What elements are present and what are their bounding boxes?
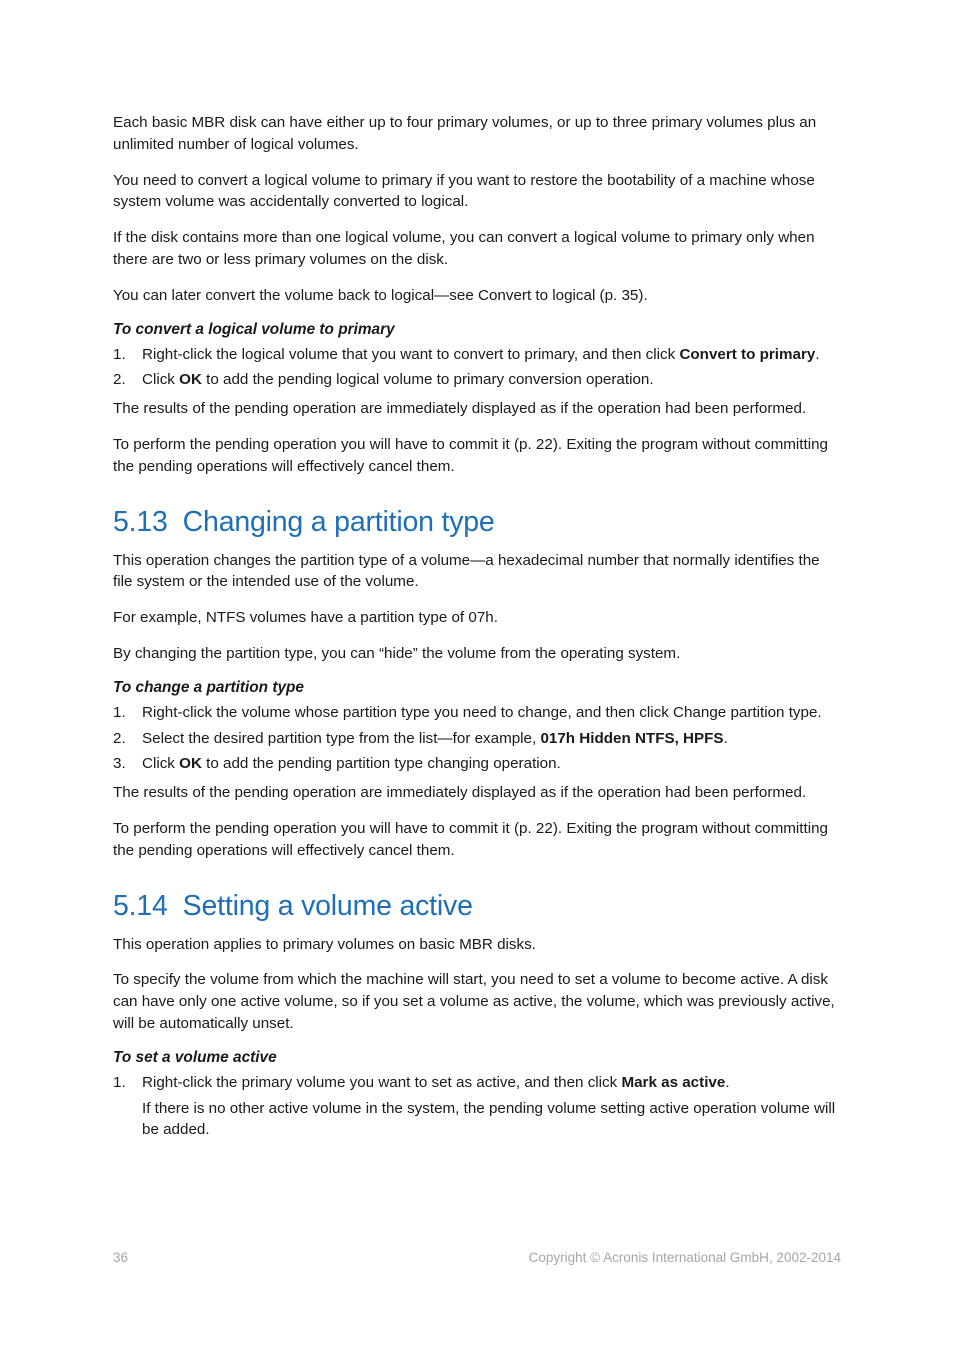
convert-steps-list xyxy=(113,344,843,392)
section-heading-5-14 xyxy=(113,888,843,924)
step-text-end: . xyxy=(725,1073,730,1091)
step-text: Right-click the logical volume that you want to convert to primary, and then click xyxy=(142,345,680,363)
section-paragraph-3: By changing the partition type, you can “hide” the volume from the operating system. xyxy=(113,644,681,662)
list-item xyxy=(113,702,843,724)
step-text-end: to add the pending partition type changing operation. xyxy=(201,755,561,773)
intro-paragraph-2: You need to convert a logical volume to primary if you want to restore the bootability of a machine whose system volume was accidentally converted to logical. xyxy=(113,171,815,211)
step-bold-text: OK xyxy=(179,755,202,773)
section-paragraph-1: This operation applies to primary volumes on basic MBR disks. xyxy=(113,935,536,953)
step-text-end: . xyxy=(815,345,820,363)
step-number: 2. xyxy=(113,371,126,389)
copyright-notice: Copyright © Acronis International GmbH, 2002-2014 xyxy=(528,1250,841,1265)
section-number: 5.14 xyxy=(113,889,168,922)
list-item xyxy=(113,1072,843,1141)
list-item xyxy=(113,369,843,391)
procedure-title-convert: To convert a logical volume to primary xyxy=(113,320,395,338)
step-text-end: . xyxy=(723,729,728,747)
document-page xyxy=(113,112,843,1148)
step-note: If there is no other active volume in the system, the pending volume setting active operation volume will be added. xyxy=(142,1099,836,1139)
step-number: 1. xyxy=(113,1073,126,1091)
section-number: 5.13 xyxy=(113,505,168,538)
step-number: 3. xyxy=(113,755,126,773)
step-number: 2. xyxy=(113,729,126,747)
step-bold-text: OK xyxy=(179,371,202,389)
intro-paragraph-4: You can later convert the volume back to logical—see Convert to logical (p. 35). xyxy=(113,286,648,304)
section-paragraph-2: For example, NTFS volumes have a partition type of 07h. xyxy=(113,609,498,627)
section-paragraph-1: This operation changes the partition type of a volume—a hexadecimal number that normally identifies the file system or the intended use of the volume. xyxy=(113,551,820,591)
step-text-end: to add the pending logical volume to primary conversion operation. xyxy=(201,371,654,389)
step-bold-text: Mark as active xyxy=(621,1073,726,1091)
section-title: Changing a partition type xyxy=(182,505,495,538)
page-number: 36 xyxy=(113,1250,129,1265)
step-text: Click xyxy=(142,371,180,389)
step-bold-text: 017h Hidden NTFS, HPFS xyxy=(540,729,724,747)
set-active-steps-list xyxy=(113,1072,843,1141)
change-type-steps-list xyxy=(113,702,843,775)
list-item xyxy=(113,753,843,775)
step-number: 1. xyxy=(113,345,126,363)
section-paragraph-2: To specify the volume from which the machine will start, you need to set a volume to become active. A disk can have only one active volume, so if you set a volume as active, the volume, which was previously active, will be automatically unset. xyxy=(113,971,835,1032)
commit-paragraph: To perform the pending operation you will have to commit it (p. 22). Exiting the program without committing the pending operations will effectively cancel them. xyxy=(113,819,828,859)
step-bold-text: Convert to primary xyxy=(679,345,816,363)
intro-paragraph-3: If the disk contains more than one logical volume, you can convert a logical volume to primary only when there are two or less primary volumes on the disk. xyxy=(113,229,815,268)
procedure-title-change-type: To change a partition type xyxy=(113,678,304,696)
step-number: 1. xyxy=(113,703,126,721)
list-item xyxy=(113,344,843,366)
section-heading-5-13 xyxy=(113,504,843,540)
step-text: Select the desired partition type from the list—for example, xyxy=(142,729,541,747)
step-text: Right-click the primary volume you want to set as active, and then click xyxy=(142,1073,622,1091)
step-text: Right-click the volume whose partition type you need to change, and then click Change partition type. xyxy=(142,703,822,721)
step-text: Click xyxy=(142,755,180,773)
result-paragraph: The results of the pending operation are immediately displayed as if the operation had been performed. xyxy=(113,784,807,802)
result-paragraph: The results of the pending operation are immediately displayed as if the operation had been performed. xyxy=(113,400,807,418)
intro-paragraph-1: Each basic MBR disk can have either up to four primary volumes, or up to three primary volumes plus an unlimited number of logical volumes. xyxy=(113,114,817,153)
commit-paragraph: To perform the pending operation you will have to commit it (p. 22). Exiting the program without committing the pending operations will effectively cancel them. xyxy=(113,435,828,475)
list-item xyxy=(113,728,843,750)
procedure-title-set-active: To set a volume active xyxy=(113,1048,277,1066)
section-title: Setting a volume active xyxy=(182,889,473,922)
